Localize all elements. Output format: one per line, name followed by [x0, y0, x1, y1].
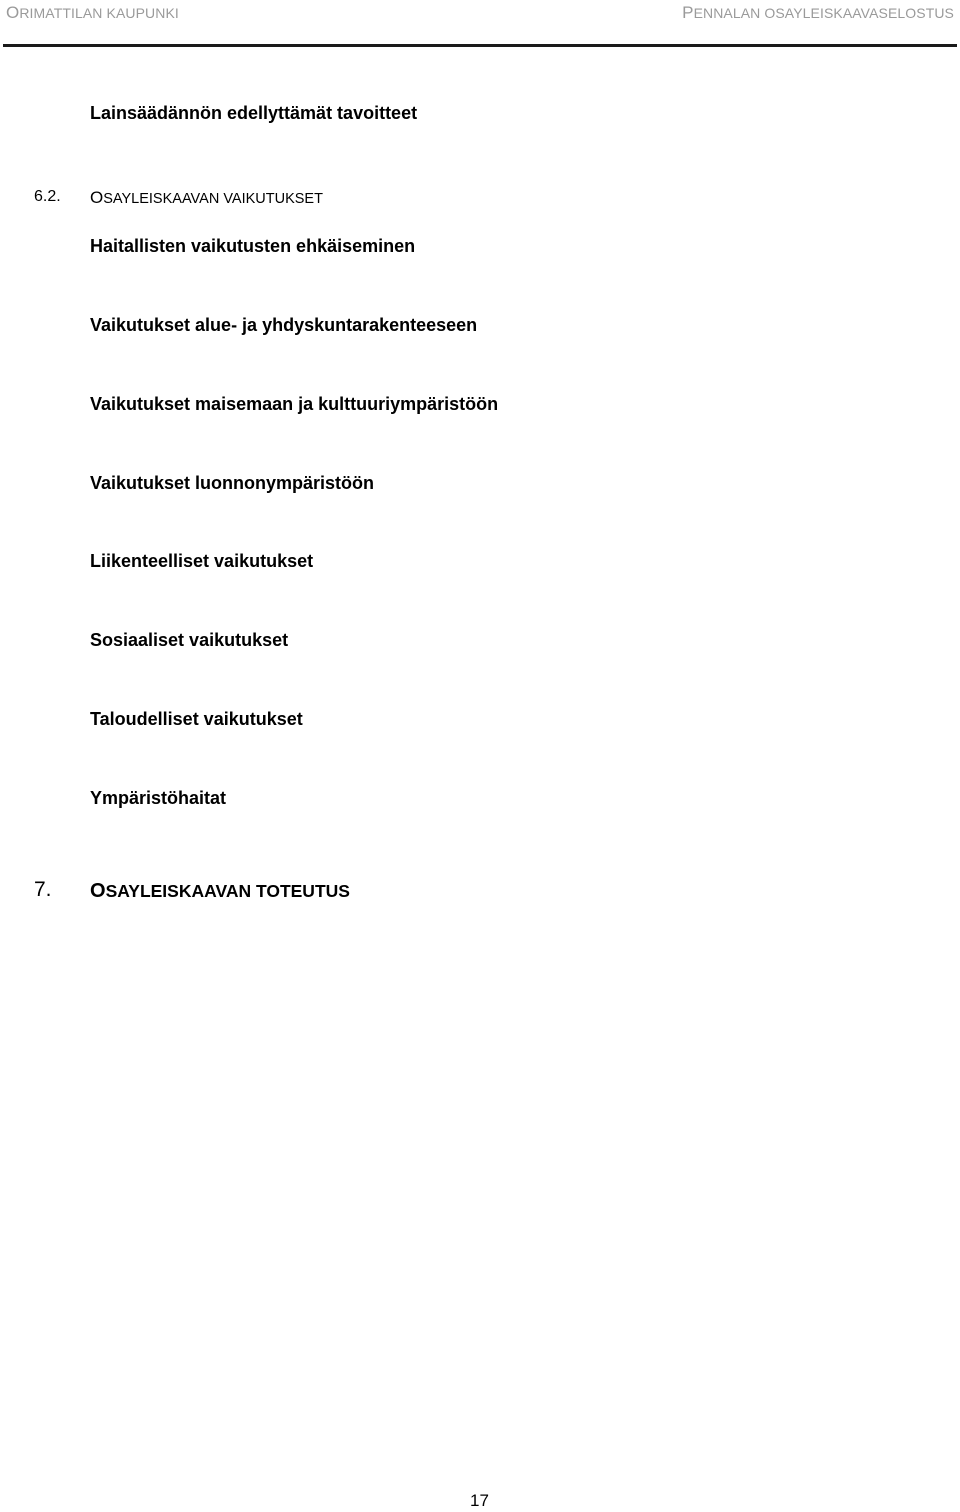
subheading-traffic-impacts: Liikenteelliset vaikutukset [90, 551, 314, 571]
page-header [0, 0, 960, 48]
header-divider [3, 44, 957, 47]
subheading-social-impacts: Sosiaaliset vaikutukset [90, 630, 289, 650]
heading-legal-objectives: Lainsäädännön edellyttämät tavoitteet [90, 103, 418, 123]
subheading-environmental-harm: Ympäristöhaitat [90, 788, 227, 808]
subheading-landscape-impacts: Vaikutukset maisemaan ja kulttuuriympäristöön [90, 394, 499, 414]
subheading-economic-impacts: Taloudelliset vaikutukset [90, 709, 303, 729]
subheading-structure-impacts: Vaikutukset alue- ja yhdyskuntarakenteeseen [90, 315, 478, 335]
section-title: OSAYLEISKAAVAN VAIKUTUKSET [90, 188, 323, 207]
section-number: 6.2. [34, 188, 61, 205]
subheading-harm-prevention: Haitallisten vaikutusten ehkäiseminen [90, 236, 416, 256]
page-number: 17 [470, 1491, 489, 1510]
chapter-number: 7. [34, 878, 52, 901]
chapter-title: OSAYLEISKAAVAN TOTEUTUS [90, 880, 350, 902]
subheading-nature-impacts: Vaikutukset luonnonympäristöön [90, 473, 375, 493]
header-document-title: PENNALAN OSAYLEISKAAVASELOSTUS [682, 3, 954, 22]
header-organization: ORIMATTILAN KAUPUNKI [6, 3, 179, 22]
